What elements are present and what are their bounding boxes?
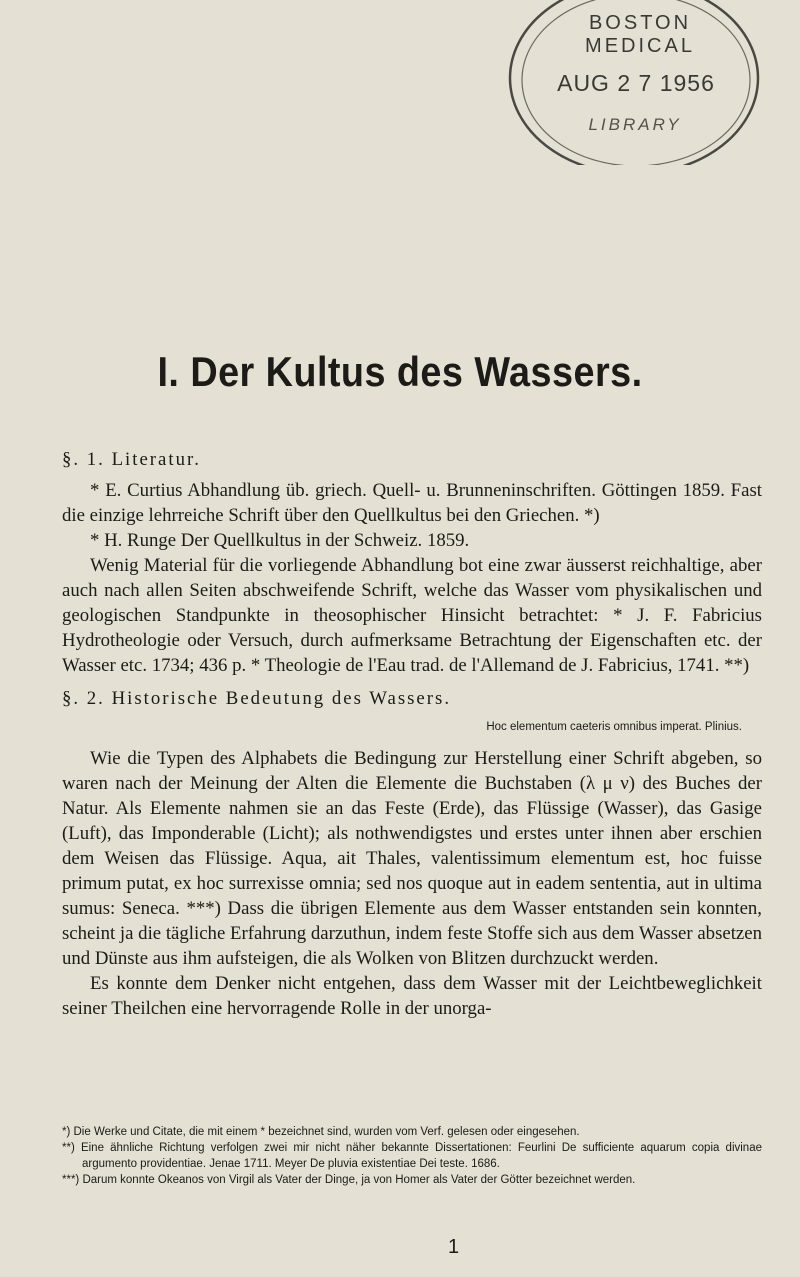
library-stamp (500, 0, 765, 165)
footnote-3: ***) Darum konnte Okeanos von Virgil als Vater der Dinge, ja von Homer als Vater der Götter bezeichnet werden. (62, 1174, 636, 1186)
paragraph-runge: * H. Runge Der Quellkultus in der Schweiz. 1859. (90, 530, 470, 551)
stamp-top-text: BOSTON MEDICAL (585, 12, 695, 57)
stamp-date: AUG 2 7 1956 (557, 70, 715, 96)
footnote-1: *) Die Werke und Citate, die mit einem * bezeichnet sind, wurden vom Verf. gelesen oder eingesehen. (62, 1126, 580, 1138)
footnotes (62, 1124, 762, 1188)
section-1-heading: §. 1. Literatur. (62, 449, 201, 470)
section-2-heading: §. 2. Historische Bedeutung des Wassers. (62, 688, 452, 709)
footnote-2: **) Eine ähnliche Richtung verfolgen zwei mir nicht näher bekannte Dissertationen: Feurlini De sufficiente aquarum copia divinae argumento providentiae. Jenae 1711. Meyer De pluvia existentiae Dei teste. 1686. (62, 1142, 762, 1170)
paragraph-curtius: * E. Curtius Abhandlung üb. griech. Quell- u. Brunneninschriften. Göttingen 1859. Fast die einzige lehrreiche Schrift über den Quellkultus bei den Griechen. *) (62, 480, 762, 526)
main-text (62, 447, 762, 1021)
stamp-bottom-text: LIBRARY (588, 115, 682, 134)
paragraph-thinker: Es konnte dem Denker nicht entgehen, dass dem Wasser mit der Leichtbeweglichkeit seiner Theilchen eine hervorragende Rolle in der unorga- (62, 973, 762, 1019)
paragraph-fabricius: Wenig Material für die vorliegende Abhandlung bot eine zwar äusserst reichhaltige, aber auch nach allen Seiten abschweifende Schrift, welche das Wasser vom physikalischen und geologischen Standpunkte in theosophischer Hinsicht betrachtet: * J. F. Fabricius Hydrotheologie oder Versuch, durch aufmerksame Betrachtung der Eigenschaften etc. der Wasser etc. 1734; 436 p. * Theologie de l'Eau trad. de l'Allemand de J. Fabricius, 1741. **) (62, 555, 762, 676)
section-2-motto: Hoc elementum caeteris omnibus imperat. Plinius. (486, 721, 742, 733)
paragraph-elements: Wie die Typen des Alphabets die Bedingung zur Herstellung einer Schrift abgeben, so waren nach der Meinung der Alten die Elemente die Buchstaben (λ μ ν) des Buches der Natur. Als Elemente nahmen sie an das Feste (Erde), das Flüssige (Wasser), das Gasige (Luft), das Imponderable (Licht); als nothwendigstes und erstes unter ihnen aber erschien dem Weisen das Flüssige. Aqua, ait Thales, valentissimum elementum est, hoc fuisse primum putat, ex hoc surrexisse omnia; sed nos quoque aut in eadem sententia, aut in ultima sumus: Seneca. ***) Dass die übrigen Elemente aus dem Wasser entstanden sein konnten, scheint ja die tägliche Erfahrung darzuthun, indem feste Stoffe sich aus dem Wasser absetzen und Dünste aus ihm aufsteigen, die als Wolken von Blitzen durchzuckt werden. (62, 748, 762, 969)
page-number: 1 (448, 1236, 460, 1258)
chapter-title: I. Der Kultus des Wassers. (157, 348, 643, 395)
